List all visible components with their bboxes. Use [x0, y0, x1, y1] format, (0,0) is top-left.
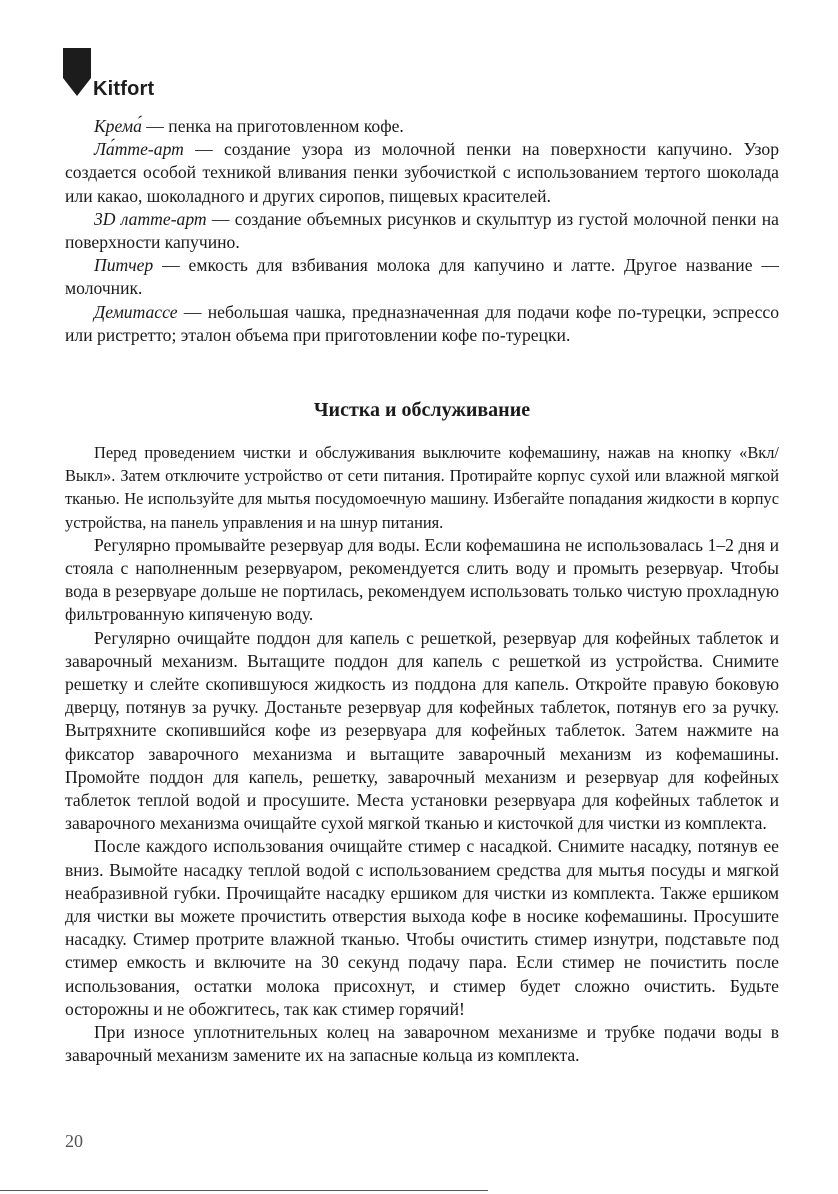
- glossary-term: Крема́: [94, 116, 142, 136]
- section-body: [65, 441, 779, 1067]
- glossary-term: Демитассе: [94, 301, 178, 322]
- glossary-definition: — создание узора из молочной пенки на поверхности капучино. Узор создается особой техникой вливания пенки зубочисткой с использованием тертого шоколада или какао, шоколадного и других сиропов, пищевых красителей.: [65, 139, 779, 206]
- body-paragraph: Перед проведением чистки и обслуживания выключите кофемашину, нажав на кнопку «Вкл/Выкл». Затем отключите устройство от сети питания. Протирайте корпус сухой или влажной мягкой тканью. Не используйте для мытья посудомоечную машину. Избегайте попадания жидкости в корпус устройства, на панель управления и на шнур питания.: [65, 443, 779, 532]
- glossary-entry: [65, 208, 779, 254]
- glossary-definition: — небольшая чашка, предназначенная для подачи кофе по-турецки, эспрессо или ристретто; эталон объема при приготовлении кофе по-турецки.: [65, 301, 779, 345]
- page-number: 20: [65, 1131, 83, 1151]
- brand-name: Kitfort: [93, 78, 155, 100]
- footer-divider: [0, 1190, 488, 1191]
- glossary-definition: — пенка на приготовленном кофе.: [141, 116, 404, 136]
- glossary-definition: — емкость для взбивания молока для капучино и латте. Другое название — молочник.: [65, 255, 779, 299]
- glossary-term: Питчер: [94, 255, 154, 276]
- body-paragraph: Регулярно очищайте поддон для капель с решеткой, резервуар для кофейных таблеток и заварочный механизм. Вытащите поддон для капель с решеткой из устройства. Снимите решетку и слейте скопившуюся жидкость из поддона для капель. Откройте правую боковую дверцу, потянув за ручку. Достаньте резервуар для кофейных таблеток, потянув его за ручку. Вытряхните скопившийся кофе из резервуара для кофейных таблеток. Затем нажмите на фиксатор заварочного механизма и вытащите заварочный механизм из кофемашины. Промойте поддон для капель, решетку, заварочный механизм и резервуар для кофейных таблеток теплой водой и просушите. Места установки резервуара для кофейных таблеток и заварочного механизма очищайте сухой мягкой тканью и кисточкой для чистки из комплекта.: [65, 627, 779, 834]
- kitfort-logo-icon: [63, 48, 91, 96]
- section-title: Чистка и обслуживание: [313, 399, 531, 421]
- glossary: [65, 115, 779, 347]
- glossary-entry: [65, 254, 779, 300]
- body-paragraph: Регулярно промывайте резервуар для воды. Если кофемашина не использовалась 1–2 дня и стояла с наполненным резервуаром, рекомендуется слить воду и промыть резервуар. Чтобы вода в резервуаре дольше не портилась, рекомендуем использовать только чистую прохладную фильтрованную кипяченую воду.: [65, 534, 779, 625]
- glossary-entry: [65, 138, 779, 208]
- body-paragraph: При износе уплотнительных колец на заварочном механизме и трубке подачи воды в заварочный механизм замените их на запасные кольца из комплекта.: [65, 1022, 779, 1066]
- body-paragraph: После каждого использования очищайте стимер с насадкой. Снимите насадку, потянув ее вниз. Вымойте насадку теплой водой с использованием средства для мытья посуды и мягкой неабразивной губки. Прочищайте насадку ершиком для чистки из комплекта. Также ершиком для чистки вы можете прочистить отверстия выхода кофе в носике кофемашины. Просушите насадку. Стимер протрите влажной тканью. Чтобы очистить стимер изнутри, подставьте под стимер емкость и включите на 30 секунд подачу пара. Если стимер не почистить после использования, остатки молока присохнут, и стимер будет сложно очистить. Будьте осторожны и не обожгитесь, так как стимер горячий!: [65, 836, 779, 1019]
- glossary-term: 3D латте-арт: [94, 208, 207, 229]
- glossary-definition: — создание объемных рисунков и скульптур из густой молочной пенки на поверхности капучино.: [65, 208, 779, 253]
- glossary-entry: [65, 115, 779, 138]
- glossary-term: Ла́тте-арт: [94, 139, 184, 160]
- brand-logo: [63, 48, 173, 108]
- glossary-entry: [65, 301, 779, 347]
